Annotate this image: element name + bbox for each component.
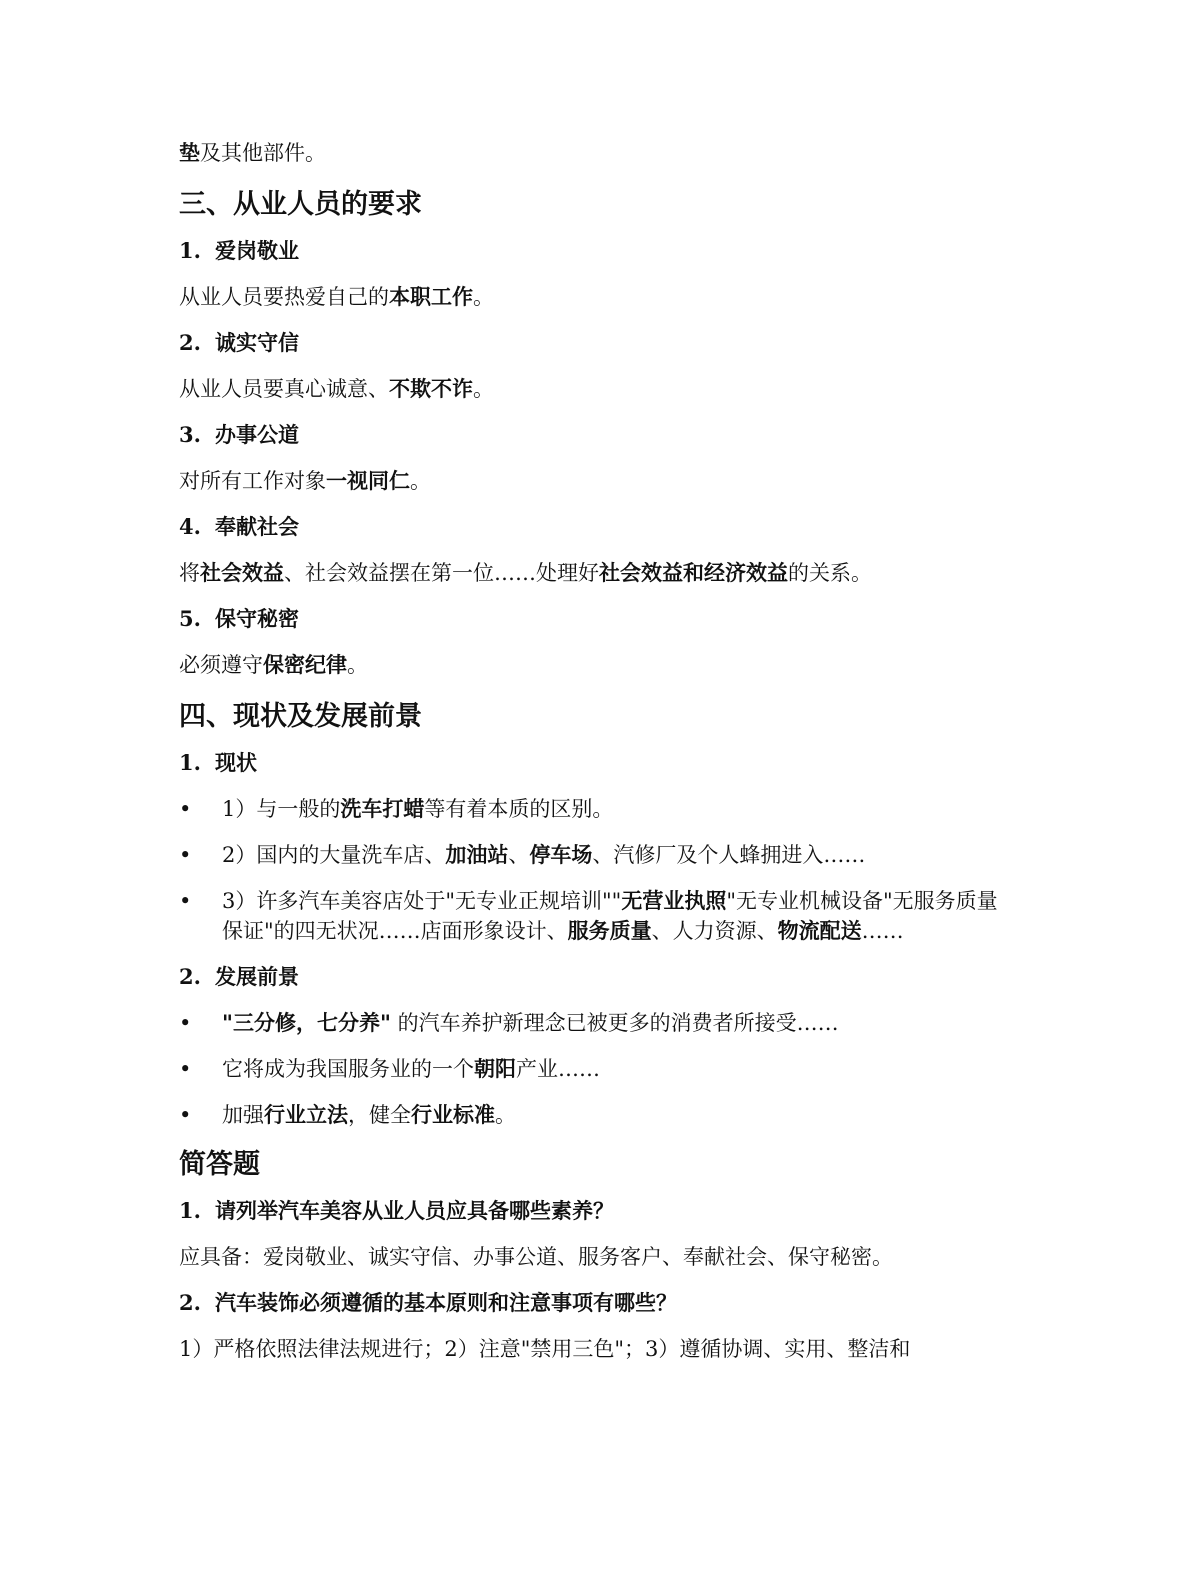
- heading-text: 诚实守信: [215, 330, 299, 355]
- text-run: 应具备：爱岗敬业、诚实守信、办事公道、服务客户、奉献社会、保守秘密。: [179, 1245, 893, 1269]
- text-run: ……: [861, 919, 904, 943]
- subsection-heading: [179, 236, 1009, 282]
- section-heading: 四、现状及发展前景: [179, 701, 422, 732]
- text-run: 。: [410, 469, 431, 493]
- bold-text-run: 停车场: [529, 842, 593, 867]
- text-run: 1）严格依照法律法规进行；2）注意"禁用三色"；3）遵循协调、实用、整洁和: [179, 1337, 911, 1361]
- bold-text-run: 洗车打蜡: [340, 796, 425, 821]
- heading-number: 1.: [179, 238, 201, 263]
- paragraph: [179, 558, 1009, 604]
- bullet-icon: •: [179, 1057, 192, 1081]
- text-run: 产业……: [516, 1057, 600, 1081]
- text-run: 的关系。: [788, 561, 872, 585]
- heading-text: 现状: [215, 750, 257, 775]
- bold-text-run: 保密纪律: [263, 652, 347, 677]
- bullet-item: [179, 840, 1009, 870]
- bullet-item: [179, 1008, 1009, 1038]
- section-heading: 三、从业人员的要求: [179, 189, 422, 220]
- text-run: 必须遵守: [179, 653, 263, 677]
- text-run: 及其他部件。: [200, 141, 326, 165]
- heading-number: 2.: [179, 1290, 201, 1315]
- subsection-heading: [179, 512, 1009, 558]
- bullet-item: [179, 794, 1009, 824]
- text-run: 。: [347, 653, 368, 677]
- subsection-heading: [179, 1196, 1009, 1242]
- bullet-icon: •: [179, 843, 192, 867]
- text-run: 它将成为我国服务业的一个: [222, 1057, 474, 1081]
- bold-text-run: 服务质量: [567, 918, 652, 943]
- paragraph: [179, 138, 1009, 184]
- bullet-item: [179, 1054, 1009, 1084]
- paragraph: [179, 1334, 1009, 1380]
- bullet-icon: •: [179, 1011, 192, 1035]
- heading-text: 保守秘密: [215, 606, 299, 631]
- bold-text-run: 不欺不诈: [389, 376, 473, 401]
- text-run: 、社会效益摆在第一位……处理好: [284, 561, 599, 585]
- bullet-item: [179, 1100, 1009, 1130]
- subsection-heading: [179, 962, 1009, 1008]
- bold-text-run: 朝阳: [474, 1056, 516, 1081]
- subsection-heading: [179, 420, 1009, 466]
- bold-text-run: 物流配送: [777, 918, 862, 943]
- heading-text: 汽车装饰必须遵循的基本原则和注意事项有哪些？: [215, 1290, 677, 1315]
- paragraph: [179, 1242, 1009, 1288]
- heading-number: 5.: [179, 606, 201, 631]
- paragraph: [179, 650, 1009, 696]
- bullet-icon: •: [179, 797, 192, 821]
- heading-text: 发展前景: [215, 964, 299, 989]
- text-run: 将: [179, 561, 200, 585]
- heading-text: 爱岗敬业: [215, 238, 299, 263]
- document-content: [179, 138, 1009, 1380]
- bullet-icon: •: [179, 1103, 192, 1127]
- text-run: "无专业机械设备"无服务质量保证"的四无状况……店面形象设计、: [222, 889, 998, 943]
- paragraph: [179, 466, 1009, 512]
- bullet-icon: •: [179, 889, 192, 913]
- heading-number: 2.: [179, 964, 201, 989]
- bullet-item: [179, 886, 1009, 946]
- heading-text: 奉献社会: [215, 514, 299, 539]
- text-run: 1）与一般的: [222, 797, 341, 821]
- subsection-heading: [179, 328, 1009, 374]
- bold-text-run: 垫: [179, 140, 200, 165]
- bold-text-run: 行业立法: [264, 1102, 348, 1127]
- heading-number: 1.: [179, 1198, 201, 1223]
- heading-number: 4.: [179, 514, 201, 539]
- text-run: 。: [495, 1103, 516, 1127]
- text-run: 、人力资源、: [651, 919, 778, 943]
- text-run: 、汽修厂及个人蜂拥进入……: [592, 843, 866, 867]
- bold-text-run: 加油站: [445, 842, 509, 867]
- bold-text-run: 本职工作: [389, 284, 473, 309]
- bold-text-run: "三分修，七分养": [222, 1010, 391, 1035]
- heading-text: 办事公道: [215, 422, 299, 447]
- text-run: 3）许多汽车美容店处于"无专业正规培训"": [222, 889, 622, 913]
- text-run: 从业人员要热爱自己的: [179, 285, 389, 309]
- text-run: 的汽车养护新理念已被更多的消费者所接受……: [390, 1011, 839, 1035]
- text-run: 。: [473, 377, 494, 401]
- text-run: 加强: [222, 1103, 264, 1127]
- bold-text-run: 社会效益: [200, 560, 284, 585]
- text-run: ，健全: [348, 1103, 411, 1127]
- text-run: 从业人员要真心诚意、: [179, 377, 389, 401]
- text-run: 等有着本质的区别。: [424, 797, 614, 821]
- heading-number: 3.: [179, 422, 201, 447]
- bold-text-run: 无营业执照: [621, 888, 727, 913]
- bold-text-run: 社会效益和经济效益: [599, 560, 788, 585]
- subsection-heading: [179, 604, 1009, 650]
- heading-number: 2.: [179, 330, 201, 355]
- heading-text: 请列举汽车美容从业人员应具备哪些素养？: [215, 1198, 614, 1223]
- subsection-heading: [179, 748, 1009, 794]
- heading-number: 1.: [179, 750, 201, 775]
- text-run: 对所有工作对象: [179, 469, 326, 493]
- paragraph: [179, 282, 1009, 328]
- section-heading: 简答题: [179, 1149, 260, 1180]
- bold-text-run: 一视同仁: [326, 468, 410, 493]
- bold-text-run: 行业标准: [411, 1102, 495, 1127]
- text-run: 、: [508, 843, 530, 867]
- paragraph: [179, 374, 1009, 420]
- text-run: 2）国内的大量洗车店、: [222, 843, 446, 867]
- text-run: 。: [473, 285, 494, 309]
- subsection-heading: [179, 1288, 1009, 1334]
